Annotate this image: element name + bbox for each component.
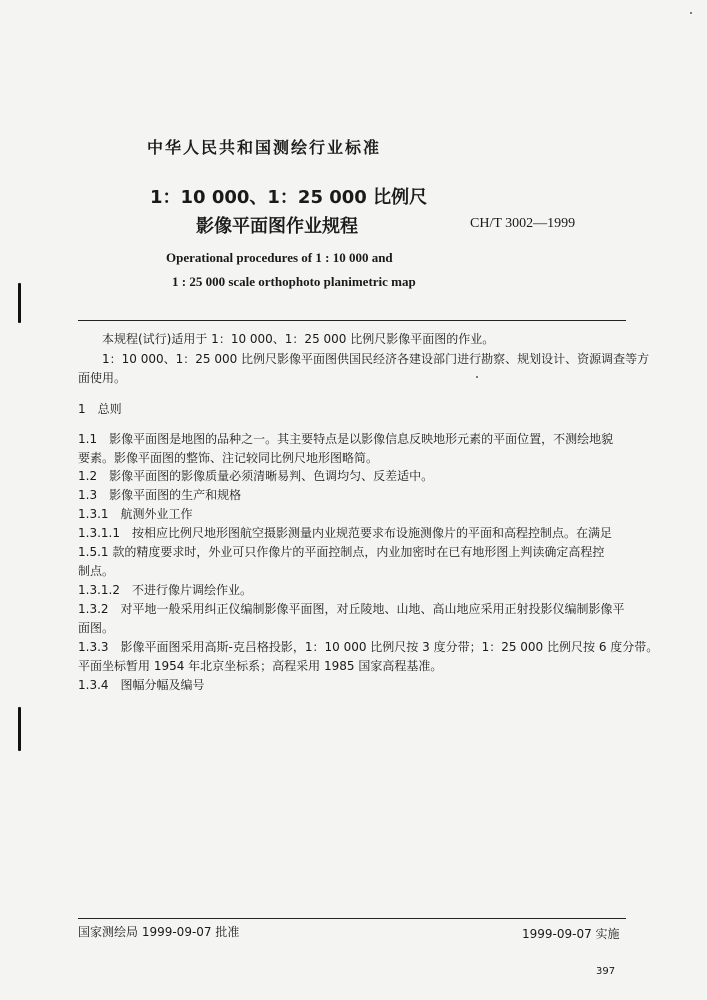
body-line: 面图。 <box>78 621 115 635</box>
body-line: 1：10 000、1：25 000 比例尺影像平面图供国民经济各建设部门进行勘察、规划设计、资源调查等方 <box>78 352 650 366</box>
standard-category: 中华人民共和国测绘行业标准 <box>147 138 382 157</box>
scan-speck <box>690 12 692 14</box>
binding-mark-upper <box>18 283 21 323</box>
section-heading: 1 总则 <box>78 402 122 416</box>
body-line: 1.5.1 款的精度要求时，外业可只作像片的平面控制点，内业加密时在已有地形图上判读确定高程控 <box>78 545 605 559</box>
body-line: 1.3.1.1 按相应比例尺地形图航空摄影测量内业规范要求布设施测像片的平面和高程控制点。在满足 <box>78 526 612 540</box>
english-title-line1: Operational procedures of 1 : 10 000 and <box>166 250 393 265</box>
body-line: 1.3.1.2 不进行像片调绘作业。 <box>78 583 252 597</box>
body-line: 1.3.3 影像平面图采用高斯-克吕格投影，1：10 000 比例尺按 3 度分带；1：25 000 比例尺按 6 度分带。 <box>78 640 659 654</box>
body-line: 面使用。 <box>78 371 127 385</box>
body-line: 1.1 影像平面图是地图的品种之一。其主要特点是以影像信息反映地形元素的平面位置，不测绘地貌 <box>78 432 614 446</box>
body-line: 1.3 影像平面图的生产和规格 <box>78 488 242 502</box>
body-line: 制点。 <box>78 564 115 578</box>
body-line: 1.3.4 图幅分幅及编号 <box>78 678 205 692</box>
body-line: 1.2 影像平面图的影像质量必须清晰易判、色调均匀、反差适中。 <box>78 469 434 483</box>
binding-mark-lower <box>18 707 21 751</box>
english-title-line2: 1 : 25 000 scale orthophoto planimetric map <box>172 274 416 289</box>
body-line: 要素。影像平面图的整饰、注记较同比例尺地形图略简。 <box>78 451 379 465</box>
document-title-line2: 影像平面图作业规程 <box>196 216 358 237</box>
body-line: 本规程(试行)适用于 1：10 000、1：25 000 比例尺影像平面图的作业。 <box>78 332 495 346</box>
footer-divider <box>78 918 626 919</box>
standard-code: CH/T 3002—1999 <box>470 216 576 231</box>
implementation-date: 1999-09-07 实施 <box>522 927 620 941</box>
body-line: 1.3.1 航测外业工作 <box>78 507 193 521</box>
approval-date: 国家测绘局 1999-09-07 批准 <box>78 925 240 939</box>
document-title-line1: 1：10 000、1：25 000 比例尺 <box>150 187 428 208</box>
body-line: 平面坐标暂用 1954 年北京坐标系；高程采用 1985 国家高程基准。 <box>78 659 443 673</box>
body-line: 1.3.2 对平地一般采用纠正仪编制影像平面图，对丘陵地、山地、高山地应采用正射投影仪编制影像平 <box>78 602 625 616</box>
header-divider <box>78 320 626 321</box>
page-number: 397 <box>596 966 616 977</box>
